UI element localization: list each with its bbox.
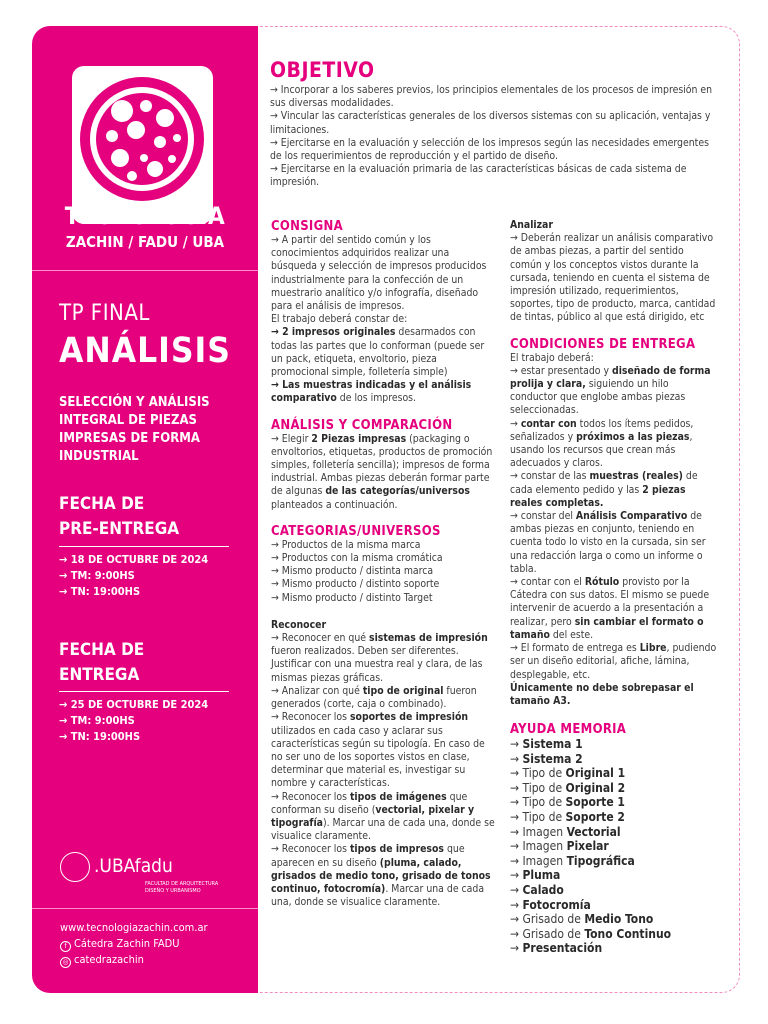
divider: [59, 546, 229, 547]
entrega-dates: → 25 DE OCTUBRE DE 2024 → TM: 9:00HS → TN: 19:00HS: [59, 698, 209, 743]
categorias-heading: CATEGORIAS/UNIVERSOS: [271, 523, 441, 539]
uba-brand: .UBAfadu: [94, 855, 173, 877]
reconocer-section: Reconocer → Reconocer en qué sistemas de impresión fueron realizados. Deben ser diferentes. Justificar con una muestra real y clara, de las mismas piezas gráficas. → Analizar con qué tipo de original fueron generados (corte, caja o combinado). → Reconocer los soportes de impresión utilizados en cada caso y aclarar sus características según su tipología. En caso de no ser uno de los soportes vistos en clase, determinar que material es, investigar su nombre y características. → Reconocer los tipos de imágenes que conforman su diseño (vectorial, pixelar y tipografía). Marcar una de cada una, donde se visualice claramente. → Reconocer los tipos de impresos que aparecen en su diseño (pluma, calado, grisados de medio tono, grisado de tonos continuo, fotocromía). Marcar una de cada una, donde se visualice claramente.: [271, 618, 495, 909]
tecnologia-logo: [72, 66, 213, 224]
list-item: → Imagen Tipográfica: [510, 853, 635, 868]
divider: [32, 270, 258, 271]
instagram-icon: ◎: [60, 957, 71, 968]
ayuda-list: [510, 737, 718, 956]
uba-fadu-logo: [60, 852, 240, 902]
tp-description: SELECCIÓN Y ANÁLISIS INTEGRAL DE PIEZAS IMPRESAS DE FORMA INDUSTRIAL: [59, 395, 210, 464]
condiciones-heading: CONDICIONES DE ENTREGA: [510, 336, 696, 352]
right-column: [510, 219, 718, 956]
list-item: → Grisado de Medio Tono: [510, 912, 654, 927]
list-item: → Presentación: [510, 941, 603, 956]
entrega-heading: FECHA DE ENTREGA: [59, 640, 145, 685]
categorias-list: → Productos de la misma marca → Productos con la misma cromática → Mismo producto / distinta marca → Mismo producto / distinto soporte → Mismo producto / distinto Target: [271, 538, 443, 604]
main-content: [270, 58, 720, 190]
tp-label: TP FINAL: [59, 301, 150, 326]
objetivo-list: → Incorporar a los saberes previos, los principios elementales de los procesos de impresión en sus diversas modalidades. → Vincular las características generales de los diversos sistemas con su aplicación, ventajas y limitaciones. → Ejercitarse en la evaluación y selección de los impresos según las necesidades emergentes de los requerimientos de reproducción y el partido de diseño. → Ejercitarse en la evaluación primaria de las características básicas de cada sistema de impresión.: [270, 84, 713, 189]
uba-seal-icon: [60, 852, 90, 882]
list-item: → Imagen Vectorial: [510, 824, 621, 839]
facebook-icon: f: [60, 941, 71, 952]
list-item: → Fotocromía: [510, 897, 591, 912]
website-link[interactable]: www.tecnologiazachin.com.ar: [60, 921, 208, 934]
pre-entrega-dates: → 18 DE OCTUBRE DE 2024 → TM: 9:00HS → TN: 19:00HS: [59, 553, 209, 598]
list-item: → Pluma: [510, 868, 561, 883]
analisis-heading: ANÁLISIS Y COMPARACIÓN: [271, 417, 453, 433]
analizar-section: Analizar → Deberán realizar un análisis comparativo de ambas piezas, a partir del sentido común y los conceptos vistos durante la cursada, teniendo en cuenta el sistema de impresión utilizado, requerimientos, soportes, tipo de producto, marca, cantidad de tintas, público al que está dirigido, etc: [510, 219, 716, 324]
contact-info: [60, 920, 208, 968]
list-item: → Tipo de Original 1: [510, 766, 626, 781]
left-column: [271, 219, 495, 909]
objetivo-heading: OBJETIVO: [270, 58, 375, 82]
list-item: → Tipo de Original 2: [510, 780, 626, 795]
list-item: → Sistema 2: [510, 751, 583, 766]
brand-title: TECNOLOGIA: [64, 202, 226, 230]
divider: [32, 908, 258, 909]
analizar-heading: Analizar: [510, 219, 553, 231]
sidebar: [32, 26, 258, 993]
list-item: → Calado: [510, 883, 564, 898]
uba-subtitle: FACULTAD DE ARQUITECTURA DISEÑO Y URBANISMO: [145, 881, 219, 894]
list-item: → Tipo de Soporte 1: [510, 795, 625, 810]
analisis-text: → Elegir 2 Piezas impresas (packaging o envoltorios, etiquetas, productos de promoción simples, folletería sencilla); impresos de forma industrial. Ambas piezas deberán formar parte de algunas de las categorías/universos planteados a continuación.: [271, 432, 493, 511]
page-title: ANÁLISIS: [59, 331, 231, 371]
consigna-heading: CONSIGNA: [271, 219, 343, 234]
instagram-link[interactable]: ◎ catedrazachin: [60, 952, 208, 968]
list-item: → Sistema 1: [510, 737, 583, 752]
list-item: → Tipo de Soporte 2: [510, 810, 625, 825]
list-item: → Imagen Pixelar: [510, 839, 609, 854]
reconocer-heading: Reconocer: [271, 618, 327, 631]
divider: [59, 691, 229, 692]
pre-entrega-heading: FECHA DE PRE-ENTREGA: [59, 494, 180, 539]
brand-subtitle: ZACHIN / FADU / UBA: [65, 233, 225, 251]
list-item: → Grisado de Tono Continuo: [510, 926, 672, 941]
condiciones-text: El trabajo deberá: → estar presentado y diseñado de forma prolija y clara, siguiendo un hilo conductor que englobe ambas piezas seleccionadas. → contar con todos los ítems pedidos, señalizados y próximos a las piezas, usando los recursos que crean más adecuados y claros. → constar de las muestras (reales) de cada elemento pedido y las 2 piezas reales completas. → constar del Análisis Comparativo de ambas piezas en conjunto, teniendo en cuenta todo lo visto en la cursada, sin ser una redacción larga o como un informe o tabla. → contar con el Rótulo provisto por la Cátedra con sus datos. El mismo se puede intervenir de acuerdo a la presentación a realizar, pero sin cambiar el formato o tamaño del este. → El formato de entrega es Libre, pudiendo ser un diseño editorial, afiche, lámina, desplegable, etc. Únicamente no debe sobrepasar el tamaño A3.: [510, 351, 717, 707]
facebook-link[interactable]: f Cátedra Zachin FADU: [60, 936, 208, 952]
consigna-text: → A partir del sentido común y los conocimientos adquiridos realizar una búsqueda y selección de impresos producidos industrialmente para la confección de un muestrario analítico y/o infografía, diseñado para el análisis de impresos. El trabajo deberá constar de: → 2 impresos originales desarmados con todas las partes que lo conforman (puede ser un pack, etiqueta, envoltorio, pieza promocional simple, folletería simple) → Las muestras indicadas y el análisis comparativo de los impresos.: [271, 234, 487, 405]
ayuda-heading: AYUDA MEMORIA: [510, 722, 627, 738]
